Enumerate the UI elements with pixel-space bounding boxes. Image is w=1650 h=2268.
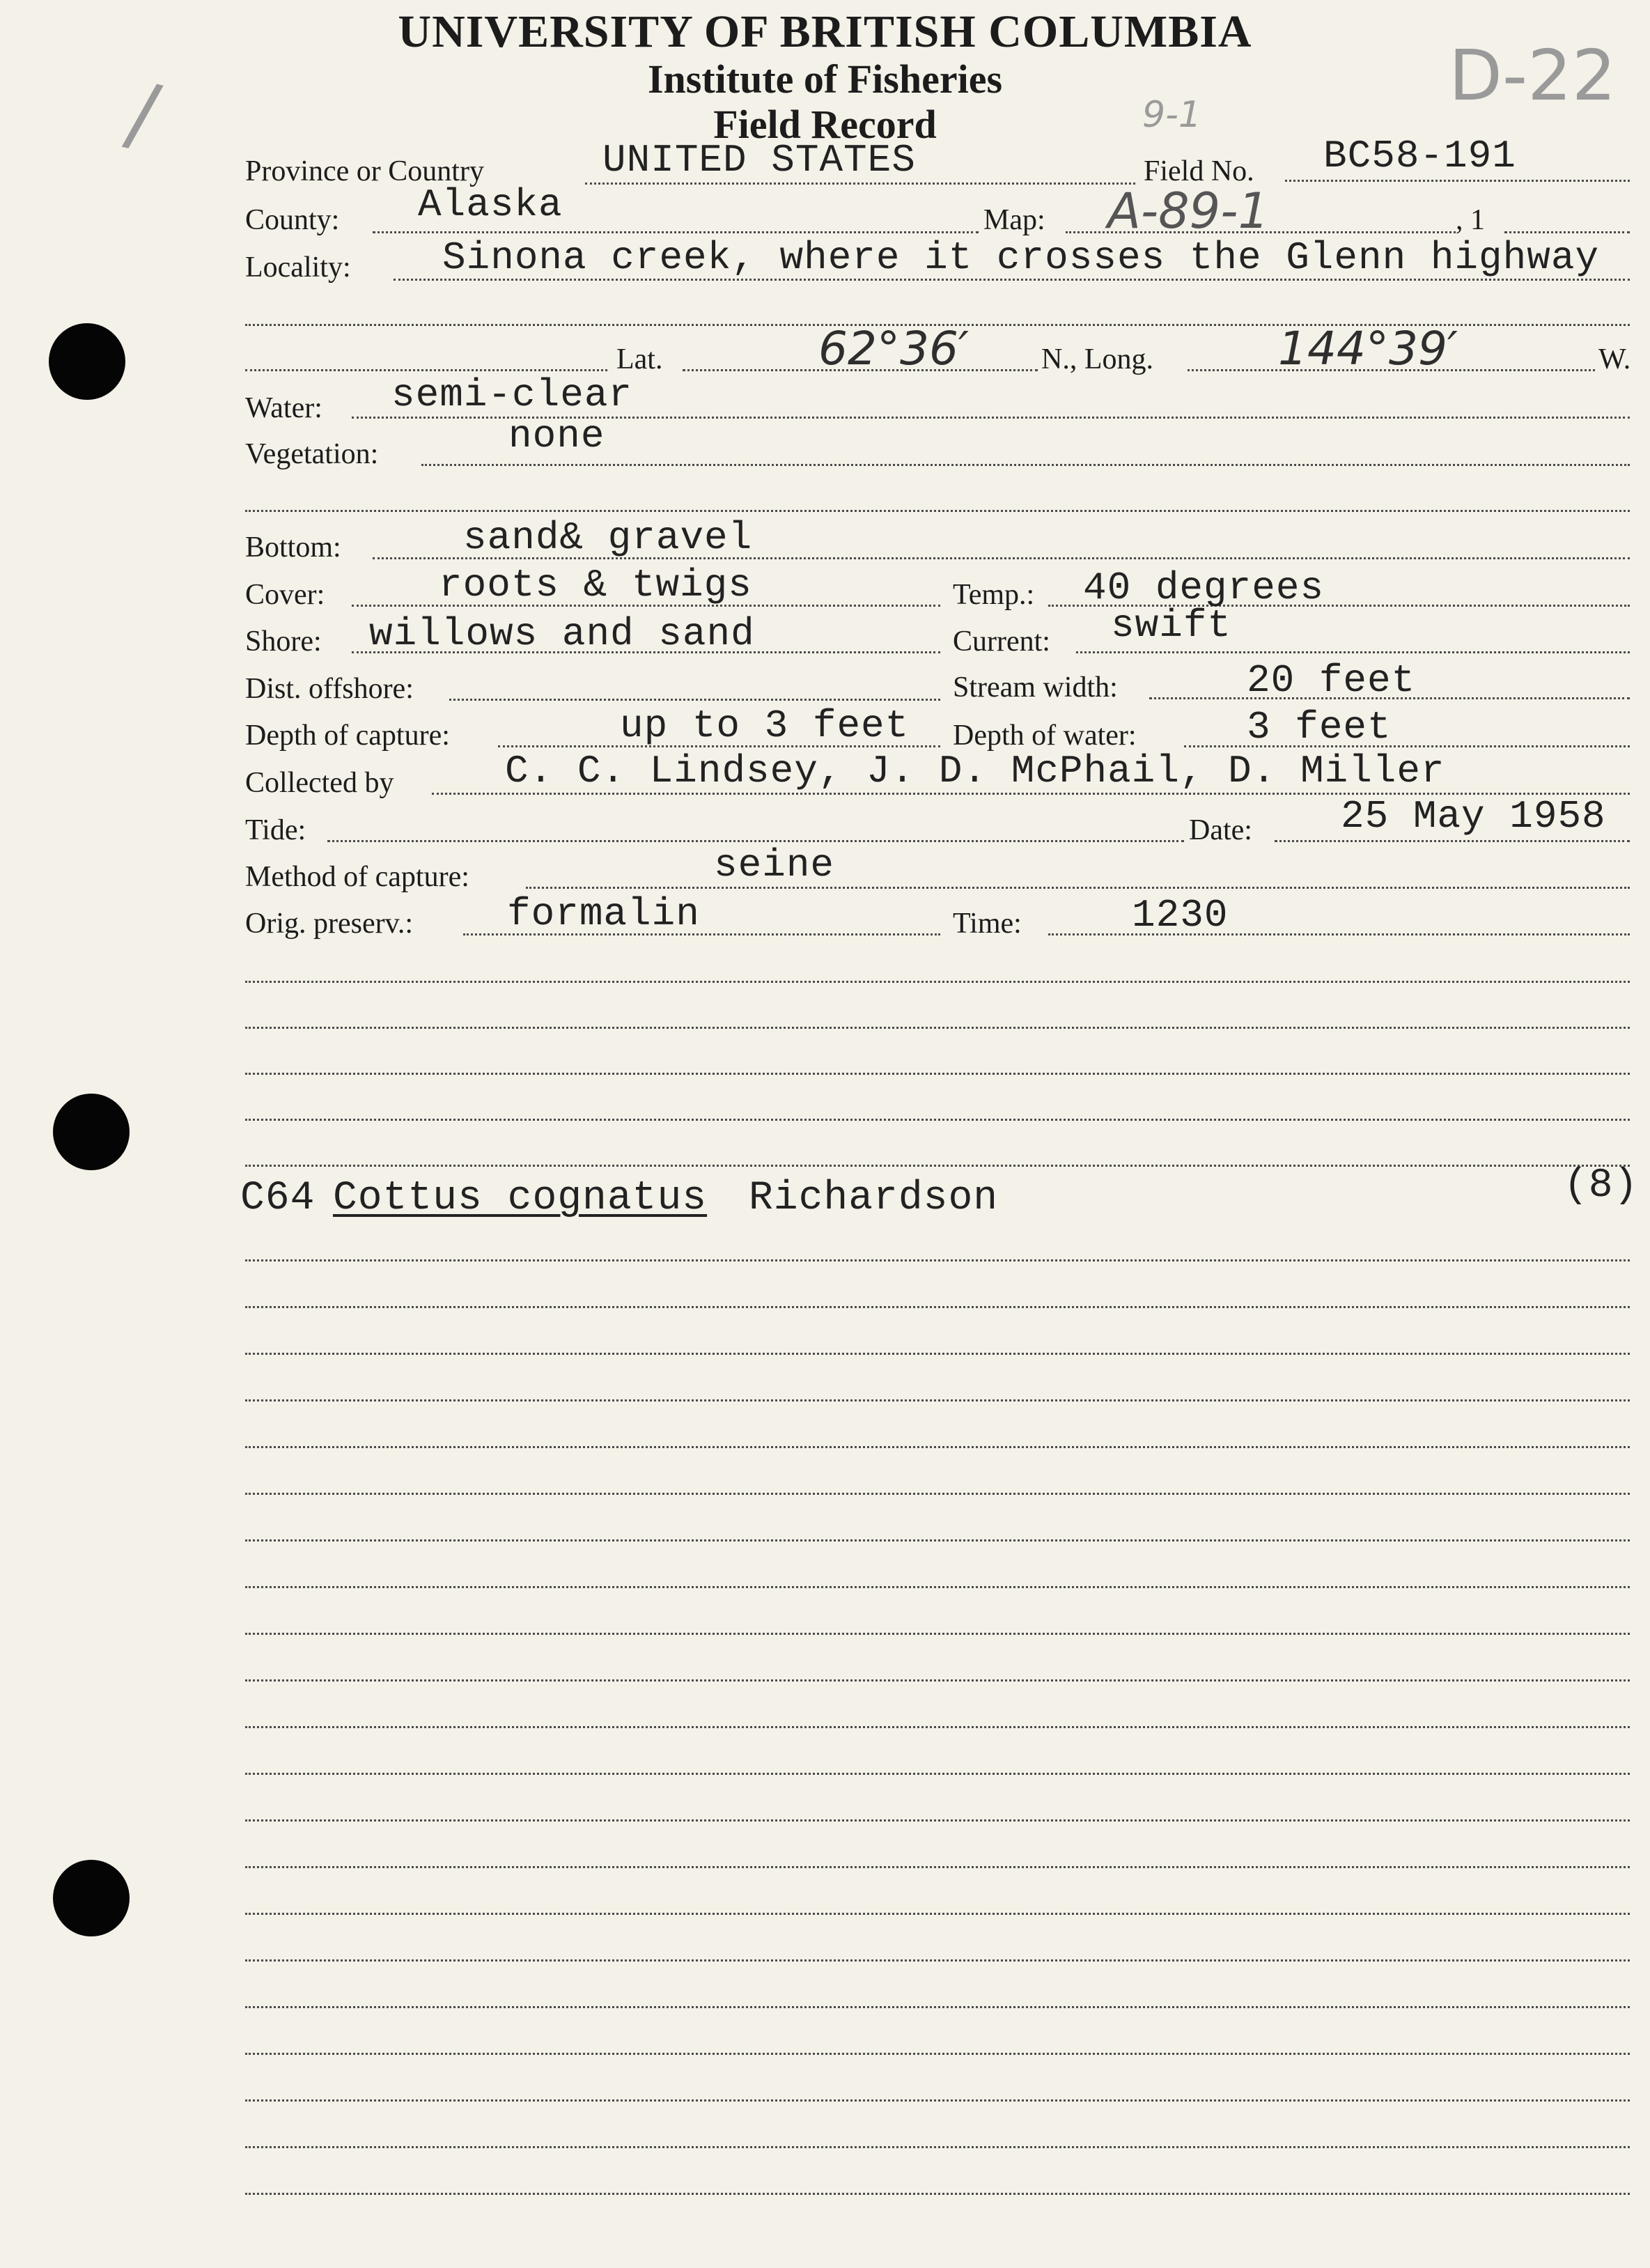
- dotted-line: [327, 840, 1184, 842]
- ruled-line: [245, 2193, 1630, 2195]
- pencil-map-note: 9-1: [1142, 94, 1201, 136]
- ruled-line: [245, 1586, 1630, 1588]
- ruled-line: [245, 1259, 1630, 1261]
- ruled-line: [245, 1866, 1630, 1868]
- locality-label: Locality:: [245, 251, 351, 284]
- record-title: Field Record: [713, 102, 937, 147]
- species-name: Cottus cognatus: [333, 1176, 708, 1221]
- collected-by-label: Collected by: [245, 767, 394, 799]
- bottom-value: sand& gravel: [463, 515, 753, 560]
- pencil-check-mark: /: [118, 64, 167, 165]
- institute-title: Institute of Fisheries: [647, 56, 1003, 102]
- species-code: C64: [240, 1176, 316, 1221]
- punch-hole-middle: [53, 1094, 130, 1170]
- bottom-label: Bottom:: [245, 531, 341, 564]
- field-no-label: Field No.: [1144, 155, 1254, 187]
- dotted-line: [373, 231, 979, 233]
- tide-label: Tide:: [245, 814, 306, 846]
- current-value: swift: [1111, 603, 1232, 648]
- province-value: UNITED STATES: [602, 138, 916, 182]
- depth-capture-label: Depth of capture:: [245, 720, 450, 752]
- ruled-line: [245, 981, 1630, 983]
- species-author: Richardson: [749, 1176, 999, 1221]
- stream-width-label: Stream width:: [953, 671, 1118, 704]
- vegetation-label: Vegetation:: [245, 438, 379, 470]
- ruled-line: [245, 1165, 1630, 1167]
- map-suffix: , 1: [1456, 204, 1485, 236]
- ruled-line: [245, 2146, 1630, 2148]
- w-label: W.: [1598, 343, 1631, 375]
- ruled-line: [245, 1073, 1630, 1075]
- dotted-line: [449, 699, 940, 701]
- n-long-label: N., Long.: [1041, 343, 1153, 375]
- ruled-line: [245, 1913, 1630, 1915]
- ruled-line: [245, 2099, 1630, 2102]
- lat-value: 62°36′: [818, 322, 969, 375]
- punch-hole-top: [49, 323, 125, 400]
- shore-value: willows and sand: [369, 612, 755, 656]
- dotted-line: [421, 464, 1630, 466]
- ruled-line: [245, 1119, 1630, 1121]
- university-title: UNIVERSITY OF BRITISH COLUMBIA: [398, 6, 1252, 57]
- pencil-catalog-ref: D-22: [1449, 35, 1617, 116]
- long-value: 144°39′: [1278, 322, 1458, 375]
- stream-width-value: 20 feet: [1247, 658, 1416, 703]
- cover-value: roots & twigs: [439, 563, 752, 607]
- dotted-line: [1285, 180, 1630, 182]
- time-value: 1230: [1132, 893, 1229, 938]
- method-label: Method of capture:: [245, 861, 469, 893]
- field-no-value: BC58-191: [1323, 134, 1516, 178]
- ruled-line: [245, 1633, 1630, 1635]
- ruled-line: [245, 1819, 1630, 1822]
- water-value: semi-clear: [391, 373, 633, 417]
- ruled-line: [245, 1399, 1630, 1401]
- depth-water-label: Depth of water:: [953, 720, 1137, 752]
- dotted-line: [526, 887, 1630, 889]
- method-value: seine: [714, 843, 835, 887]
- ruled-line: [245, 1726, 1630, 1728]
- dotted-line: [245, 510, 1630, 512]
- time-label: Time:: [953, 908, 1022, 940]
- species-count: (8): [1564, 1163, 1639, 1209]
- date-value: 25 May 1958: [1341, 794, 1606, 839]
- punch-hole-bottom: [53, 1860, 130, 1936]
- shore-label: Shore:: [245, 626, 322, 658]
- temp-value: 40 degrees: [1083, 566, 1325, 610]
- collected-by-value: C. C. Lindsey, J. D. McPhail, D. Miller: [505, 749, 1445, 793]
- dist-offshore-label: Dist. offshore:: [245, 673, 414, 705]
- ruled-line: [245, 1493, 1630, 1495]
- depth-capture-value: up to 3 feet: [620, 704, 910, 748]
- ruled-line: [245, 1539, 1630, 1541]
- orig-preserv-label: Orig. preserv.:: [245, 908, 414, 940]
- dotted-line: [1076, 651, 1630, 653]
- locality-value: Sinona creek, where it crosses the Glenn highway: [442, 235, 1600, 280]
- lat-label: Lat.: [616, 343, 663, 375]
- ruled-line: [245, 1446, 1630, 1448]
- county-label: County:: [245, 204, 340, 236]
- province-label: Province or Country: [245, 155, 484, 187]
- dotted-line: [1275, 840, 1630, 842]
- ruled-line: [245, 2006, 1630, 2008]
- ruled-line: [245, 1306, 1630, 1308]
- dotted-line: [245, 369, 607, 371]
- water-label: Water:: [245, 392, 322, 424]
- ruled-line: [245, 1027, 1630, 1029]
- ruled-line: [245, 1353, 1630, 1355]
- current-label: Current:: [953, 626, 1050, 658]
- orig-preserv-value: formalin: [507, 892, 700, 936]
- cover-label: Cover:: [245, 579, 325, 611]
- map-value: A-89-1: [1107, 182, 1270, 240]
- map-label: Map:: [983, 204, 1045, 236]
- county-value: Alaska: [418, 182, 563, 227]
- dotted-line: [585, 182, 1135, 185]
- ruled-line: [245, 1773, 1630, 1775]
- ruled-line: [245, 1959, 1630, 1962]
- ruled-line: [245, 1679, 1630, 1681]
- ruled-line: [245, 2053, 1630, 2055]
- depth-water-value: 3 feet: [1247, 705, 1392, 749]
- temp-label: Temp.:: [953, 579, 1035, 611]
- vegetation-value: none: [508, 414, 605, 458]
- date-label: Date:: [1189, 814, 1252, 846]
- dotted-line: [1504, 231, 1630, 233]
